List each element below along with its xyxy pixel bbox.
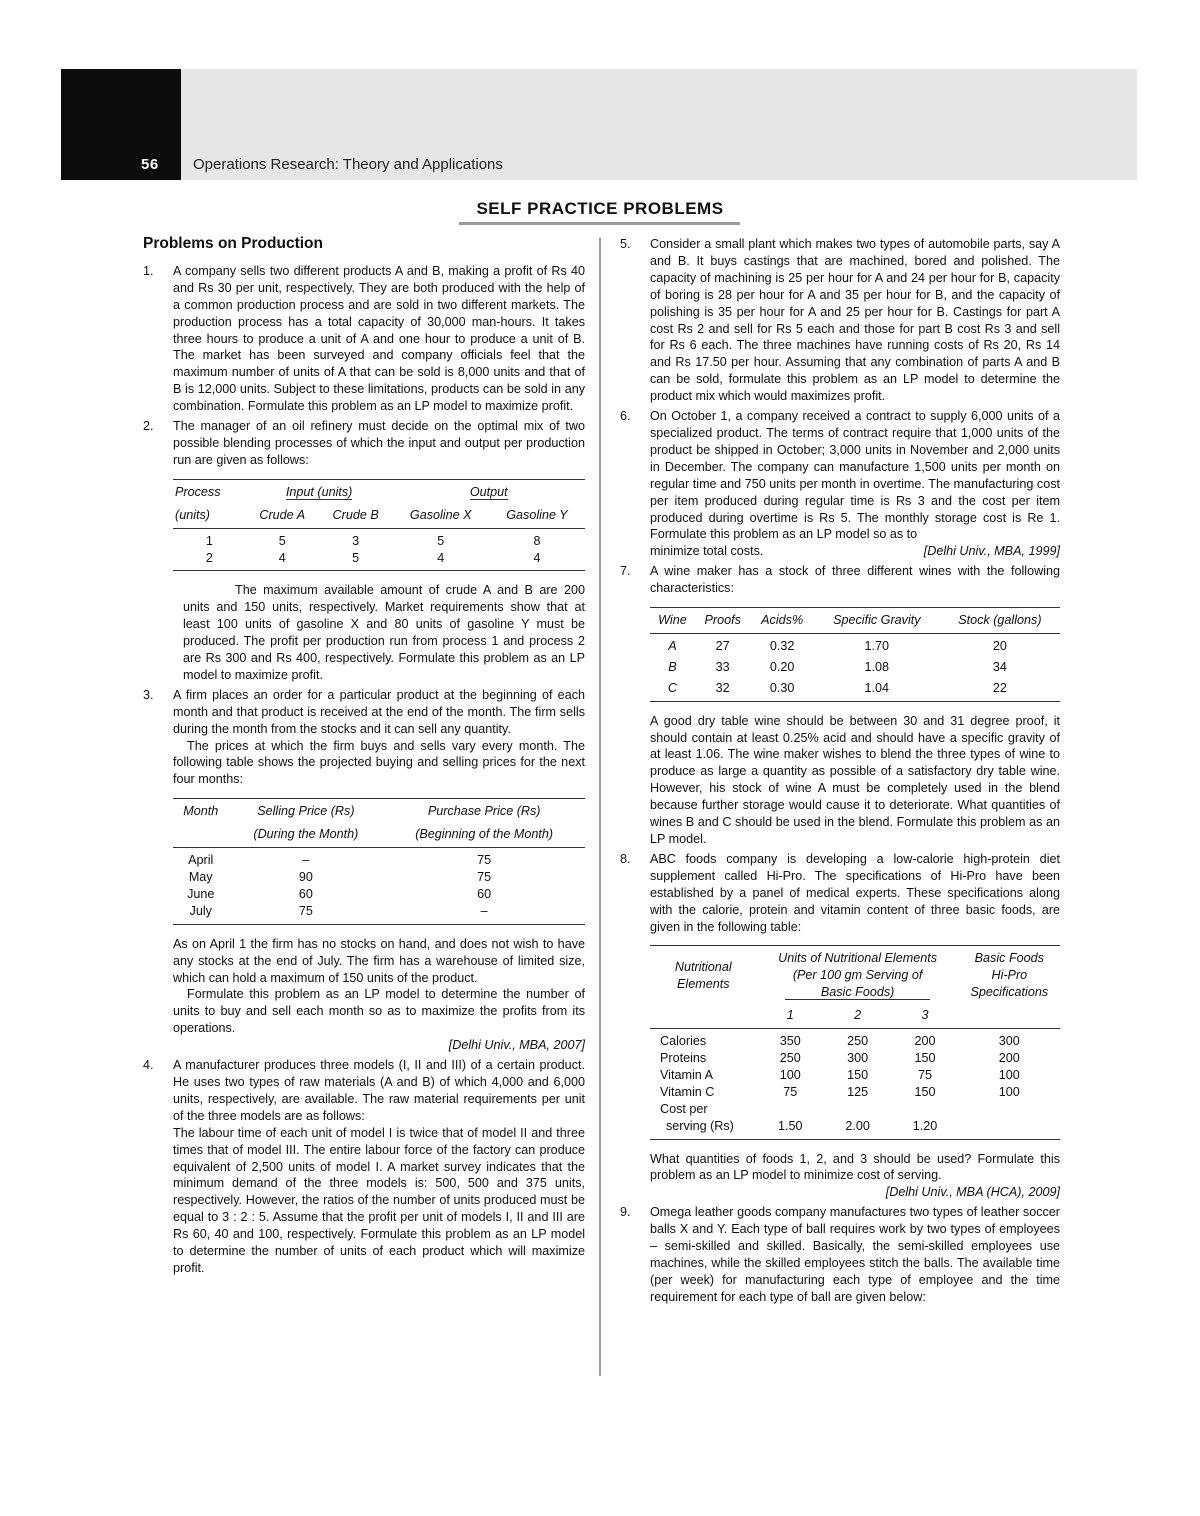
problem-text: The prices at which the firm buys and sells vary every month. The following table shows the projected buying and selling prices for the next four months: <box>173 738 585 787</box>
table-cell: June <box>187 886 215 901</box>
col-header-month: Month <box>173 799 228 823</box>
problem-6 <box>620 408 1060 560</box>
table-row <box>173 903 585 924</box>
col-header-acids: Acids% <box>751 608 814 634</box>
table-cell: serving (Rs) <box>650 1118 757 1139</box>
table-row <box>650 1050 1060 1067</box>
problem-number: 2. <box>143 419 154 434</box>
table-row <box>650 1084 1060 1101</box>
table-cell: 75 <box>228 903 383 924</box>
problem-text: A wine maker has a stock of three different wines with the following characteristics: <box>650 564 1060 596</box>
col-header-purchase: Purchase Price (Rs) <box>383 799 585 823</box>
table-cell: B <box>668 659 677 674</box>
table-row <box>173 848 585 869</box>
problem-text: The manager of an oil refinery must decide on the optimal mix of two possible blending processes of which the input and output per production run are given as follows: <box>173 419 585 467</box>
problem-number: 3. <box>143 687 154 702</box>
citation: [Delhi Univ., MBA (HCA), 2009] <box>885 1185 1060 1200</box>
table-cell: 300 <box>847 1050 869 1065</box>
blending-table <box>173 479 585 572</box>
table-row <box>173 886 585 903</box>
problem-text-last-line: minimize total costs. <box>650 544 764 559</box>
table-cell: 60 <box>477 886 492 901</box>
problem-number: 7. <box>620 564 631 579</box>
col-header-units: (units) <box>173 504 246 528</box>
table-cell: 1.70 <box>864 638 890 653</box>
column-divider <box>599 238 601 1376</box>
problem-8 <box>620 851 1060 1201</box>
table-cell: – <box>302 853 310 868</box>
table-row <box>650 1067 1060 1084</box>
problem-7 <box>620 563 1060 848</box>
table-cell: 200 <box>914 1034 936 1049</box>
citation: [Delhi Univ., MBA, 1999] <box>923 544 1060 559</box>
table-cell: 90 <box>298 870 313 884</box>
problem-text: Consider a small plant which makes two types of automobile parts, say A and B. It buys castings that are machined, bored and polished. The capacity of machining is 25 per hour for A and 24 per hour for B, capacity of boring is 28 per hour for A and 35 per hour for B, and the capacity of polishing is 35 per hour for A and 25 per hour for B. Castings for part A cost Rs 2 and sell for Rs 5 each and those for part B cost Rs 3 and sell for Rs 6 each. The three machines have running costs of Rs 20, Rs 14 and Rs 17.50 per hour. Assuming that any combination of parts A and B can be sold, formulate this problem as an LP model to determine the product mix which would maximizes profit. <box>650 237 1060 404</box>
table-cell: 4 <box>489 550 585 571</box>
left-column <box>143 236 585 1280</box>
table-cell: 1.20 <box>891 1118 958 1139</box>
table-cell: – <box>383 903 585 924</box>
table-cell: 4 <box>246 550 319 571</box>
problem-text: The labour time of each unit of model I is twice that of model II and three times that of model III. The entire labour force of the factory can produce equivalent of 2,500 units of model I. A market survey indicates that the minimum demand of the three models is: 500, 500 and 375 units, respectively. However, the ratios of the number of units produced must be equal to 3 : 2 : 5. Assume that the profit per unit of models I, II and III are Rs 60, 40 and 100, respectively. Formulate this problem as an LP model to determine the number of units of each product which will maximize profit. <box>173 1125 585 1275</box>
col-header-selling: Selling Price (Rs) <box>228 799 383 823</box>
problem-number: 8. <box>620 851 631 866</box>
problem-text: A firm places an order for a particular product at the beginning of each month and that product is received at the end of the month. The firm sells during the month from the stocks and it can sell any quantity. <box>173 687 585 736</box>
col-header-gasoline-x: Gasoline X <box>393 504 489 528</box>
problem-text: A company sells two different products A and B, making a profit of Rs 40 and Rs 30 per unit, respectively. They are both produced with the help of a common production process and are sold in two different markets. The production process has a total capacity of 30,000 man-hours. It takes three hours to produce a unit of A and one hour to produce a unit of B. The market has been surveyed and company officials feel that the maximum number of units of A that can be sold is 8,000 units and that of B is 12,000 units. Subject to these limitations, products can be sold in any combination. Formulate this problem as an LP model to maximize profit. <box>173 263 585 414</box>
table-cell: 75 <box>917 1067 932 1082</box>
table-row <box>650 1118 1060 1139</box>
problem-text: A good dry table wine should be between 30 and 31 degree proof, it should contain at least 0.25% acid and should have a specific gravity of at least 1.06. The wine maker wishes to blend the three types of wine to produce as large a quantity as possible of a satisfactory dry table wine. However, his stock of wine A must be completely used in the blend because further storage would cause it to deteriorate. What quantities of wines B and C should be used in the blend. Formulate this problem as an LP model. <box>650 713 1060 846</box>
table-row <box>173 869 585 886</box>
problem-5 <box>620 236 1060 405</box>
table-cell: A <box>668 638 677 653</box>
col-header-purchase-sub: (Beginning of the Month) <box>383 823 585 847</box>
col-header-specific-gravity: Specific Gravity <box>814 608 940 634</box>
table-cell: 250 <box>847 1034 869 1049</box>
col-header-crude-b: Crude B <box>319 504 393 528</box>
problem-text: ABC foods company is developing a low-calorie high-protein diet supplement called Hi-Pro. The specifications of Hi-Pro have been established by a panel of medical experts. These specifications along with the calorie, protein and vitamin content of three basic foods, are given in the following table: <box>650 851 1060 934</box>
table-cell: 60 <box>298 886 313 901</box>
col-header-input: Input (units) <box>285 484 353 499</box>
problem-number: 9. <box>620 1205 631 1220</box>
table-cell: 75 <box>477 870 492 884</box>
table-cell: April <box>188 853 214 868</box>
right-column <box>620 236 1060 1309</box>
table-cell: Vitamin C <box>660 1084 715 1099</box>
col-header-food-2: 2 <box>824 1004 891 1028</box>
table-cell: 0.30 <box>751 678 814 701</box>
table-row <box>650 633 1060 656</box>
table-row <box>650 657 1060 678</box>
table-cell: 0.32 <box>769 638 795 653</box>
col-header-process: Process <box>173 479 246 503</box>
section-title: SELF PRACTICE PROBLEMS <box>476 199 724 218</box>
table-cell: 75 <box>477 853 492 868</box>
problem-text: What quantities of foods 1, 2, and 3 should be used? Formulate this problem as an LP model to minimize cost of serving. <box>650 1151 1060 1183</box>
col-header-stock: Stock (gallons) <box>940 608 1060 634</box>
table-cell: 100 <box>998 1084 1020 1099</box>
problem-text: Omega leather goods company manufactures two types of leather soccer balls X and Y. Each type of ball requires work by two types of employees – semi-skilled and skilled. Basically, the semi-skilled employees use machines, while the skilled employees stitch the balls. The available time (per week) for manufacturing each type of employee and the time requirement for each type of ball are given below: <box>650 1205 1060 1304</box>
table-cell: 1.08 <box>864 659 890 674</box>
problem-text: The maximum available amount of crude A and B are 200 units and 150 units, respectively. Market requirements show that at least 100 units of gasoline X and 80 units of gasoline Y must be produced. The profit per production run from process 1 and process 2 are Rs 300 and Rs 400, respectively. Formulate this problem as an LP model to maximize profit. <box>183 583 585 682</box>
table-cell: May <box>188 870 213 884</box>
col-header-selling-sub: (During the Month) <box>228 823 383 847</box>
problem-number: 1. <box>143 263 154 278</box>
problem-text: A manufacturer produces three models (I, II and III) of a certain product. He uses two types of raw materials (A and B) of which 4,000 and 6,000 units, respectively, are available. The raw material requirements per unit of the three models are as follows: <box>173 1058 585 1123</box>
col-header-gasoline-y: Gasoline Y <box>489 504 585 528</box>
table-cell: 2 <box>173 550 246 571</box>
table-cell: 5 <box>319 550 393 571</box>
problem-number: 4. <box>143 1058 154 1073</box>
table-cell: 125 <box>847 1084 869 1099</box>
table-cell: Vitamin A <box>660 1067 713 1082</box>
table-cell: 250 <box>779 1050 801 1065</box>
table-cell: 1.50 <box>757 1118 824 1139</box>
wine-table <box>650 607 1060 702</box>
table-cell: 150 <box>914 1050 936 1065</box>
table-cell: 350 <box>779 1034 801 1049</box>
col-header-crude-a: Crude A <box>246 504 319 528</box>
table-cell: 4 <box>393 550 489 571</box>
col-header-elements: Nutritional Elements <box>650 946 757 1004</box>
table-cell <box>959 1118 1060 1139</box>
title-underline <box>459 222 740 225</box>
problem-text: Formulate this problem as an LP model to determine the number of units to buy and sell each month so as to maximize the profits from its operations. <box>173 987 585 1036</box>
problem-1 <box>143 263 585 415</box>
col-header-food-3: 3 <box>891 1004 958 1028</box>
problem-number: 6. <box>620 409 631 424</box>
table-cell: 150 <box>847 1067 869 1082</box>
table-cell: 200 <box>998 1050 1020 1065</box>
table-cell: 34 <box>992 659 1007 674</box>
table-cell: 75 <box>783 1084 798 1099</box>
table-cell: 1.04 <box>814 678 940 701</box>
table-cell: 300 <box>998 1034 1020 1049</box>
problem-text: As on April 1 the firm has no stocks on hand, and does not wish to have any stocks at the end of July. The firm has a warehouse of limited size, which can hold a maximum of 150 units of the product. <box>173 936 585 985</box>
table-row <box>173 550 585 571</box>
col-header-output: Output <box>469 484 508 499</box>
problem-text: On October 1, a company received a contract to supply 6,000 units of a specialized product. The terms of contract require that 1,000 units of the product be shipped in October; 3,000 units in November and 2,000 units in December. The company can manufacture 1,500 units per month on regular time and 750 units per month in overtime. The manufacturing cost per item produced during regular time is Rs 3 and the cost per item produced during overtime is Rs 5. The monthly storage cost is Re 1. Formulate this problem as an LP model so as to <box>650 409 1060 542</box>
problem-9 <box>620 1204 1060 1305</box>
table-cell: 33 <box>715 659 730 674</box>
problem-2 <box>143 418 585 684</box>
table-cell: July <box>173 903 228 924</box>
citation: [Delhi Univ., MBA, 2007] <box>448 1038 585 1053</box>
table-cell: Calories <box>660 1034 707 1049</box>
table-cell: Proteins <box>660 1050 707 1065</box>
table-cell: 22 <box>940 678 1060 701</box>
table-cell: 20 <box>992 638 1007 653</box>
col-header-proofs: Proofs <box>695 608 751 634</box>
table-row <box>173 528 585 549</box>
problem-number: 5. <box>620 237 631 251</box>
table-cell: 8 <box>533 533 541 548</box>
table-cell: 1 <box>205 533 213 548</box>
table-row <box>650 1029 1060 1050</box>
table-row <box>650 678 1060 701</box>
table-row <box>650 1101 1060 1118</box>
table-cell: Cost per <box>660 1101 708 1116</box>
table-cell: 5 <box>278 533 286 548</box>
problem-3 <box>143 687 585 1054</box>
problem-4 <box>143 1057 585 1277</box>
col-header-wine: Wine <box>650 608 695 634</box>
table-cell: 100 <box>998 1067 1020 1082</box>
col-header-specifications: Basic Foods Hi-Pro Specifications <box>959 946 1060 1004</box>
table-cell: 5 <box>437 533 445 548</box>
table-cell: C <box>650 678 695 701</box>
table-cell: 32 <box>695 678 751 701</box>
col-header-units: Units of Nutritional Elements (Per 100 gm Serving of Basic Foods) <box>757 946 959 1004</box>
table-cell: 0.20 <box>769 659 795 674</box>
price-table <box>173 798 585 924</box>
table-cell: 27 <box>715 638 730 653</box>
table-cell: 3 <box>352 533 360 548</box>
table-cell: 150 <box>914 1084 936 1099</box>
book-title: Operations Research: Theory and Applications <box>193 156 503 173</box>
table-cell: 2.00 <box>824 1118 891 1139</box>
nutrition-table <box>650 945 1060 1139</box>
subheading: Problems on Production <box>143 235 323 252</box>
table-cell: 100 <box>779 1067 801 1082</box>
page-number: 56 <box>141 156 159 173</box>
col-header-food-1: 1 <box>757 1004 824 1028</box>
page-number-box <box>61 69 181 180</box>
